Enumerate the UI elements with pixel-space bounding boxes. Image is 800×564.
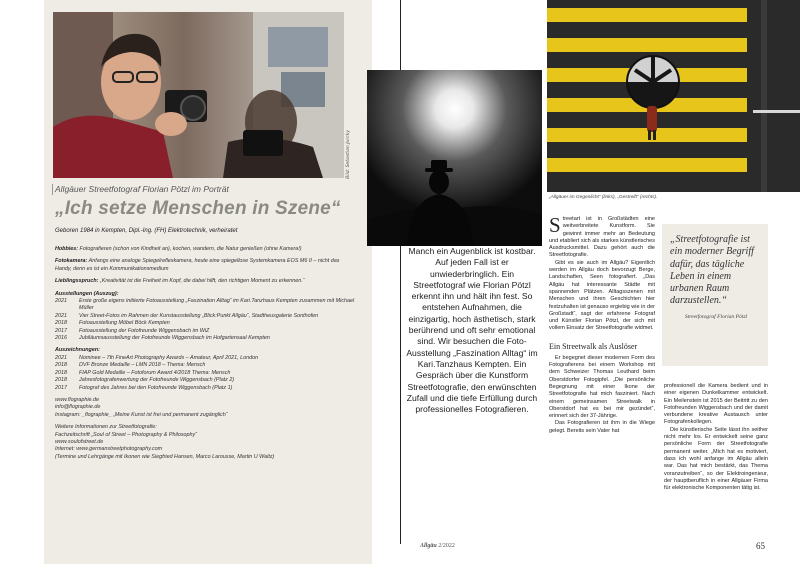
photo-credit: Bild: Sebastian Jurcky (346, 130, 351, 179)
body-column-1 (549, 213, 655, 435)
award-year: 2021 (55, 354, 67, 361)
paragraph: professionell die Kamera bedient und in einer eigenen Dunkelkammer entwickelt. Ein Meilenstein ist 2015 der Beitritt zu den Fotofreunden Wiggensbach und der damit verbundene kreative Austausch unter Fotografenkollegen. (664, 383, 768, 426)
exhibition-row (55, 328, 355, 335)
exhibition-row (55, 313, 355, 320)
fact-awards (55, 347, 355, 391)
fact-camera (55, 258, 355, 273)
paragraph (549, 213, 655, 260)
dropcap: S (549, 213, 561, 237)
fact-label: Fotokamera: (55, 258, 88, 265)
more-info-label: Weitere Informationen zur Streetfotografie: (55, 424, 157, 431)
award-year: 2018 (55, 377, 67, 384)
section-subhead: Ein Streetwalk als Auslöser (549, 341, 638, 351)
award-text: DVF Bronze Medaille – LMN 2018 – Thema: Mensch (79, 362, 206, 369)
award-year: 2018 (55, 369, 67, 376)
award-text: Jahresfotografenwertung der Fotofreunde Wiggensbach (Platz 2) (79, 377, 235, 384)
pull-quote (662, 224, 768, 366)
magazine-brand: Allgäu (420, 543, 437, 549)
fact-more-info (55, 424, 355, 461)
instagram-link[interactable]: Instagram: _flographie_ „Meine Kunst ist frei und permanent zugänglich“ (55, 411, 228, 418)
pull-quote-author: Streetfotograf Florian Pötzl (684, 313, 748, 320)
exhibition-text: Jubiläumsausstellung der Fotofreunde Wiggensbach im Hofgartensaal Kempten (79, 335, 270, 342)
exhibition-row (55, 335, 355, 342)
photo-caption: „Allgäuer im Gegenlicht“ (links), „Gestreift“ (rechts). (549, 195, 658, 200)
more-info-item: Fachzeitschrift „Soul of Street – Photography & Philosophy“ (55, 431, 198, 438)
award-text: Nominee – 7th FineArt Photography Awards – Amateur, April 2021, London (79, 354, 259, 361)
award-text: Fotograf des Jahres bei den Fotofreunde Wiggensbach (Platz 1) (79, 384, 233, 391)
award-row (55, 362, 355, 369)
award-text: FIAP Gold Medaille – Fotoforum Award 4/2018 Thema: Mensch (79, 369, 231, 376)
fact-label: Ausstellungen (Auszug): (55, 290, 119, 297)
pull-quote-text: „Streetfotografie ist ein moderner Begriff dafür, das tägliche Leben in einem urbanen Raum darzustellen.“ (670, 234, 754, 307)
more-info-link[interactable]: Internet: www.germanstreetphotography.com (55, 446, 163, 453)
fact-hobbies (55, 246, 355, 253)
exhibition-text: Fotoausstellung der Fotofreunde Wiggensbach im WiZ (79, 327, 210, 334)
fact-label: Lieblingsspruch: (55, 278, 99, 285)
fact-quote (55, 278, 355, 285)
article-headline: „Ich setze Menschen in Szene“ (55, 198, 341, 219)
award-row (55, 385, 355, 392)
email-link[interactable]: info@flographie.de (55, 404, 101, 411)
exhibition-year: 2018 (55, 320, 67, 327)
exhibition-text: Erste große eigens initiierte Fotoausstellung „Faszination Alltag“ im Kari.Tanzhaus Kempten zusammen mit Michael Müller (79, 298, 355, 312)
exhibition-text: Fotoausstellung Möbel Böck Kempten (79, 320, 170, 327)
fact-box (55, 246, 355, 466)
website-link[interactable]: www.flographie.de (55, 396, 100, 403)
exhibition-text: Vier Street-Fotos im Rahmen der Kunstausstellung „Blick:Punkt Allgäu“, Stadtheusgalerie Sonthofen (79, 312, 319, 319)
paragraph: Er begegnet dieser modernen Form des Fotografierens bei einem Workshop mit dem Schweizer Thomas Leuthard beim Oberstdorfer Fotogipfel. „Die persönliche Begegnung mit einer Ikone der Streetfotografie hat mich fasziniert. Nach einem gemeinsamen Streetwalk in Oberstdorf hat es bei mir gezündet“, erinnert sich der 37-Jährige. (549, 354, 655, 420)
paragraph: Die künstlerische Seite lässt ihn seither nicht mehr los. Er entwickelt seine ganz persönliche Form der Streetfotografie permanent weiter. „Mich hat es motiviert, dass ich wohl anfange im Allgäu allein war. Das hat mich bestärkt, das Thema voranzutreiben“, so der Elektroingenieur, der hauptberuflich in einer Allgäuer Firma für elektronische Komponenten tätig ist. (664, 426, 768, 492)
fact-exhibitions (55, 291, 355, 343)
paragraph-text: treetart ist in Großstädten eine weitverbreitete Kunstform. Sie gewinnt immer mehr an Bedeutung und etabliert sich als starkes künstlerisches Ausdrucksmittel. Dazu gehört auch die Streetfotografie. (549, 216, 655, 259)
exhibition-row (55, 320, 355, 327)
issue-number: 2/2022 (438, 543, 455, 549)
award-row (55, 355, 355, 362)
article-lede: Manch ein Augenblick ist kostbar. Auf jeden Fall ist er unwiederbringlich. Ein Streetfotograf wie Florian Pötzl erkennt ihn und hält ihn fest. So entstehen Aufnahmen, die einzigartig, hoch ästhetisch, stark berührend und oft sehr emotional sind. Wir besuchen die Foto-Ausstellung „Faszination Alltag“ im Kari.Tanzhaus Kempten. Ein Gespräch über die Kunstform Streetfotografie, den erwünschten Zufall und die tiefe Erfüllung durch professionelles Fotografieren. (406, 246, 538, 415)
award-row (55, 377, 355, 384)
fact-label: Auszeichnungen: (55, 347, 100, 354)
body-column-2 (664, 383, 768, 492)
page-number: 65 (756, 541, 765, 551)
fact-links (55, 397, 355, 419)
paragraph: Das Fotografieren ist ihm in die Wiege gelegt. Bereits sein Vater hat (549, 420, 655, 434)
fact-text: Fotografieren (schon von Kindheit an), kochen, wandern, die Natur genießen (ohne Kamera!) (78, 246, 302, 252)
article-kicker: Allgäuer Streetfotograf Florian Pötzl im Porträt (55, 184, 229, 194)
exhibition-year: 2021 (55, 298, 67, 305)
portrait-photo (53, 12, 344, 178)
exhibition-row (55, 298, 355, 313)
award-row (55, 370, 355, 377)
exhibition-year: 2016 (55, 335, 67, 342)
award-year: 2018 (55, 362, 67, 369)
footer-issue (420, 543, 455, 549)
more-info-item: (Termine und Lehrgänge mit Ikonen wie Siegfried Hansen, Marco Larousse, Martin U Waltz) (55, 453, 275, 460)
fact-label: Hobbies: (55, 246, 79, 252)
paragraph: Gibt es sie auch im Allgäu? Eigentlich werden im Allgäu doch bevorzugt Berge, Landschaften, Seen fotografiert. „Das Allgäu hat interessante Städte mit spannenden Plätzen. Alltagsszenen mit Menschen und ihren Geschichten hier festzuhalten ist genauso ergiebig wie in der Großstadt“, sagt der erfahrene Fotograf und Künstler Florian Pötzl, der sich mit vollem Einsatz der Streetfotografie widmet. (549, 259, 655, 332)
exhibition-year: 2021 (55, 312, 67, 319)
backlit-photo (367, 70, 542, 246)
fact-text: Anfangs eine analoge Spiegelreflexkamera, heute eine spiegellose Systemkamera EOS M6 II – nicht das Handy, denn es ist ein Kommunikationsmedium (55, 258, 340, 272)
exhibition-year: 2017 (55, 327, 67, 334)
fact-text: „Kreativität ist die Freiheit im Kopf, die dabei hilft, den richtigen Moment zu erkennen.“ (98, 278, 305, 285)
crosswalk-photo (547, 0, 800, 192)
award-year: 2017 (55, 384, 67, 391)
bio-born: Geboren 1984 in Kempten, Dipl.-Ing. (FH) Elektrotechnik, verheiratet (55, 228, 238, 234)
more-info-link[interactable]: www.soulofstreet.de (55, 438, 104, 445)
